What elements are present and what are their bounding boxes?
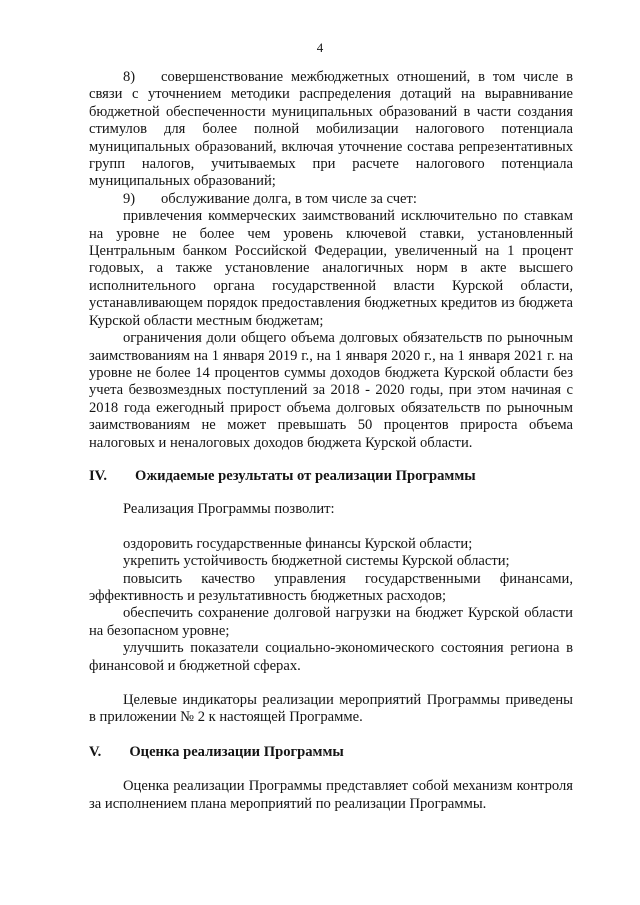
result-item: улучшить показатели социально-экономического состояния региона в финансовой и бюджетной сферах. bbox=[89, 640, 573, 674]
indicators-note: Целевые индикаторы реализации мероприятий Программы приведены в приложении № 2 к настоящей Программе. bbox=[89, 692, 573, 726]
result-item: обеспечить сохранение долговой нагрузки на бюджет Курской области на безопасном уровне; bbox=[89, 605, 573, 639]
item-number: 9) bbox=[123, 190, 136, 207]
section-4-title: Ожидаемые результаты от реализации Программы bbox=[135, 467, 476, 484]
debt-paragraph-borrowing: привлечения коммерческих заимствований исключительно по ставкам на уровне не более чем уровень ключевой ставки, установленный Центральным банком Российской Федерации, увеличенный на 1 процент годовых, а также установление аналогичных норм в акте высшего исполнительного органа государственной власти Курской области, устанавливающем порядок предоставления бюджетных кредитов из бюджета Курской области местным бюджетам; bbox=[89, 208, 573, 329]
document-body bbox=[89, 69, 573, 813]
section-4-heading bbox=[89, 468, 573, 485]
section-5-heading bbox=[89, 744, 573, 761]
item-text: совершенствование межбюджетных отношений, в том числе в связи с уточнением методики распределения дотаций на выравнивание бюджетной обеспеченности муниципальных образований в части создания стимулов для более полной мобилизации налогового потенциала муниципальных образований, включая уточнение состава репрезентативных групп налогов, учитываемых при расчете налогового потенциала муниципальных образований; bbox=[89, 69, 573, 190]
result-item: укрепить устойчивость бюджетной системы Курской области; bbox=[123, 553, 510, 570]
list-item-8 bbox=[89, 69, 573, 191]
section-5-text: Оценка реализации Программы представляет собой механизм контроля за исполнением плана мероприятий по реализации Программы. bbox=[89, 778, 573, 812]
item-text: обслуживание долга, в том числе за счет: bbox=[161, 190, 417, 207]
section-5-number: V. bbox=[89, 743, 102, 760]
section-5-title: Оценка реализации Программы bbox=[129, 743, 344, 760]
list-item-9 bbox=[89, 191, 573, 208]
result-item: повысить качество управления государственными финансами, эффективность и результативность бюджетных расходов; bbox=[89, 570, 573, 604]
result-item: оздоровить государственные финансы Курской области; bbox=[123, 535, 473, 552]
debt-paragraph-limit: ограничения доли общего объема долговых обязательств по рыночным заимствованиям на 1 января 2019 г., на 1 января 2020 г., на 1 января 2021 г. на уровне не более 14 процентов суммы доходов бюджета Курской области без учета безвозмездных поступлений за 2018 - 2020 годы, при этом начиная с 2018 года ежегодный прирост объема долговых обязательств по рыночным заимствованиям не может превышать 50 процентов прироста объема налоговых и неналоговых доходов бюджета Курской области. bbox=[89, 330, 573, 451]
page-number: 4 bbox=[316, 40, 324, 55]
item-number: 8) bbox=[123, 69, 136, 85]
section-4-intro: Реализация Программы позволит: bbox=[123, 501, 335, 518]
section-4-number: IV. bbox=[89, 467, 107, 484]
